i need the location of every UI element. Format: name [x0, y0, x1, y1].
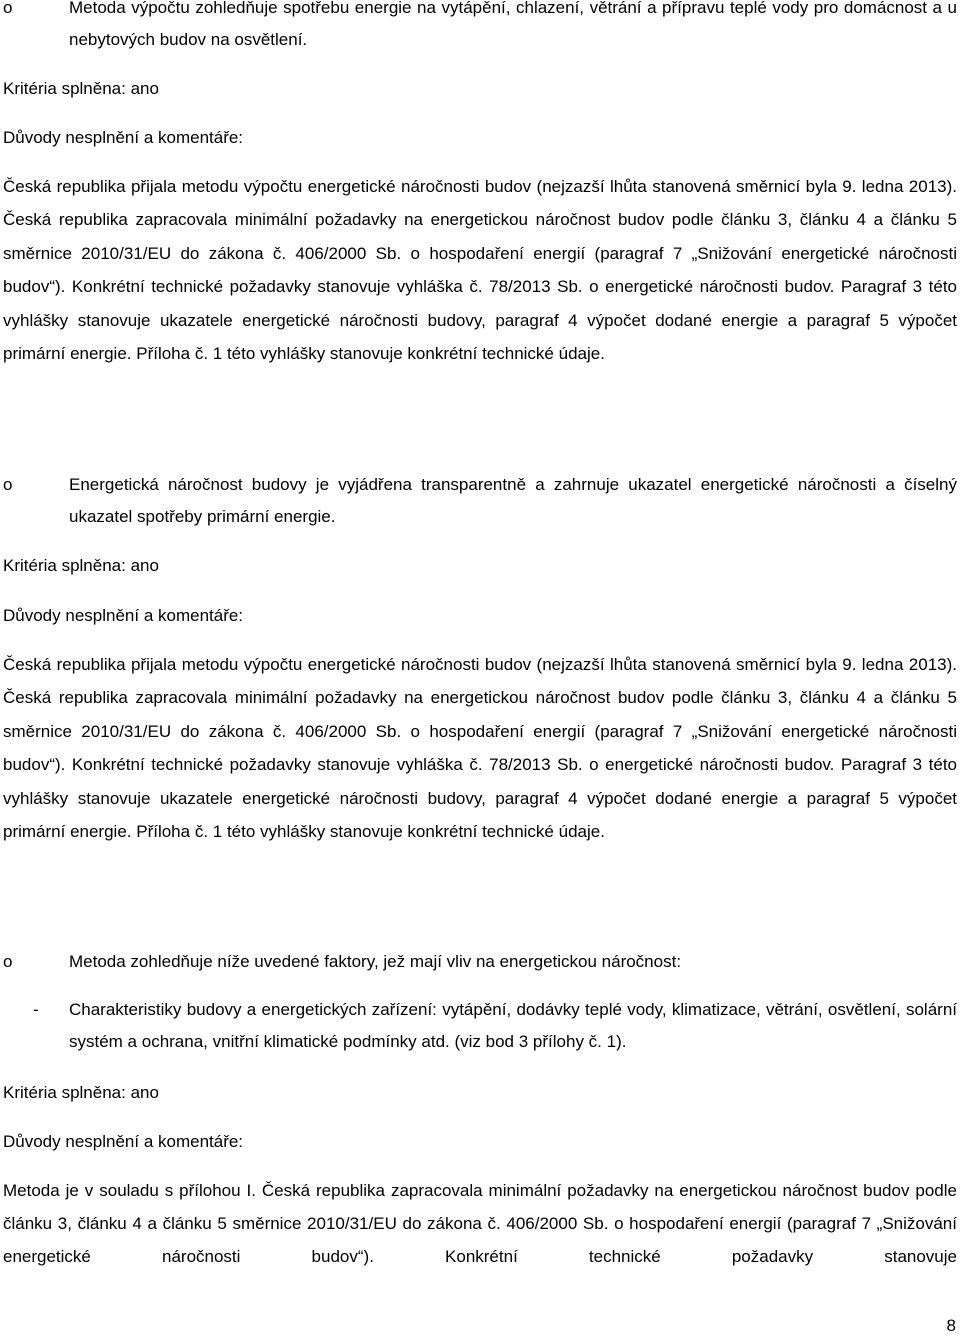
criteria-line: Kritéria splněna: ano	[3, 556, 159, 575]
criteria-line: Kritéria splněna: ano	[3, 1083, 159, 1102]
bullet-text: Metoda výpočtu zohledňuje spotřebu energie na vytápění, chlazení, větrání a přípravu teplé vody pro domácnost a u nebytových budov na osvětlení.	[69, 0, 957, 49]
bullet-text: Energetická náročnost budovy je vyjádřena transparentně a zahrnuje ukazatel energetické náročnosti a číselný ukazatel spotřeby primární energie.	[69, 475, 957, 526]
bullet-marker: o	[3, 952, 13, 971]
comment-paragraph: Česká republika přijala metodu výpočtu energetické náročnosti budov (nejzazší lhůta stanovená směrnicí byla 9. ledna 2013). Česká republika zapracovala minimální požadavky na energetickou náročnost budov podle článku 3, článku 4 a článku 5 směrnice 2010/31/EU do zákona č. 406/2000 Sb. o hospodaření energií (paragraf 7 „Snižování energetické náročnosti budov“). Konkrétní technické požadavky stanovuje vyhláška č. 78/2013 Sb. o energetické náročnosti budov. Paragraf 3 této vyhlášky stanovuje ukazatele energetické náročnosti budovy, paragraf 4 výpočet dodané energie a paragraf 5 výpočet primární energie. Příloha č. 1 této vyhlášky stanovuje konkrétní technické údaje.	[3, 177, 957, 364]
bullet-text: Metoda zohledňuje níže uvedené faktory, jež mají vliv na energetickou náročnost:	[69, 952, 682, 971]
bullet-item	[3, 946, 957, 980]
reasons-heading: Důvody nesplnění a komentáře:	[3, 128, 244, 147]
reasons-heading: Důvody nesplnění a komentáře:	[3, 1132, 244, 1151]
comment-paragraph: Metoda je v souladu s přílohou I. Česká republika zapracovala minimální požadavky na energetickou náročnost budov podle článku 3, článku 4 a článku 5 směrnice 2010/31/EU do zákona č. 406/2000 Sb. o hospodaření energií (paragraf 7 „Snižování energetické náročnosti budov“). Konkrétní technické požadavky stanovuje	[3, 1181, 957, 1266]
criteria-line: Kritéria splněna: ano	[3, 79, 159, 98]
comment-paragraph: Česká republika přijala metodu výpočtu energetické náročnosti budov (nejzazší lhůta stanovená směrnicí byla 9. ledna 2013). Česká republika zapracovala minimální požadavky na energetickou náročnost budov podle článku 3, článku 4 a článku 5 směrnice 2010/31/EU do zákona č. 406/2000 Sb. o hospodaření energií (paragraf 7 „Snižování energetické náročnosti budov“). Konkrétní technické požadavky stanovuje vyhláška č. 78/2013 Sb. o energetické náročnosti budov. Paragraf 3 této vyhlášky stanovuje ukazatele energetické náročnosti budovy, paragraf 4 výpočet dodané energie a paragraf 5 výpočet primární energie. Příloha č. 1 této vyhlášky stanovuje konkrétní technické údaje.	[3, 655, 957, 842]
bullet-item	[3, 469, 957, 539]
bullet-item	[3, 0, 957, 62]
bullet-marker: o	[3, 0, 13, 17]
dash-marker: -	[33, 1000, 39, 1019]
page-number: 8	[946, 1316, 956, 1335]
reasons-heading: Důvody nesplnění a komentáře:	[3, 606, 244, 625]
dash-item	[3, 994, 957, 1064]
dash-text: Charakteristiky budovy a energetických zařízení: vytápění, dodávky teplé vody, klimatizace, větrání, osvětlení, solární systém a ochrana, vnitřní klimatické podmínky atd. (viz bod 3 přílohy č. 1).	[69, 1000, 957, 1051]
bullet-marker: o	[3, 475, 13, 494]
